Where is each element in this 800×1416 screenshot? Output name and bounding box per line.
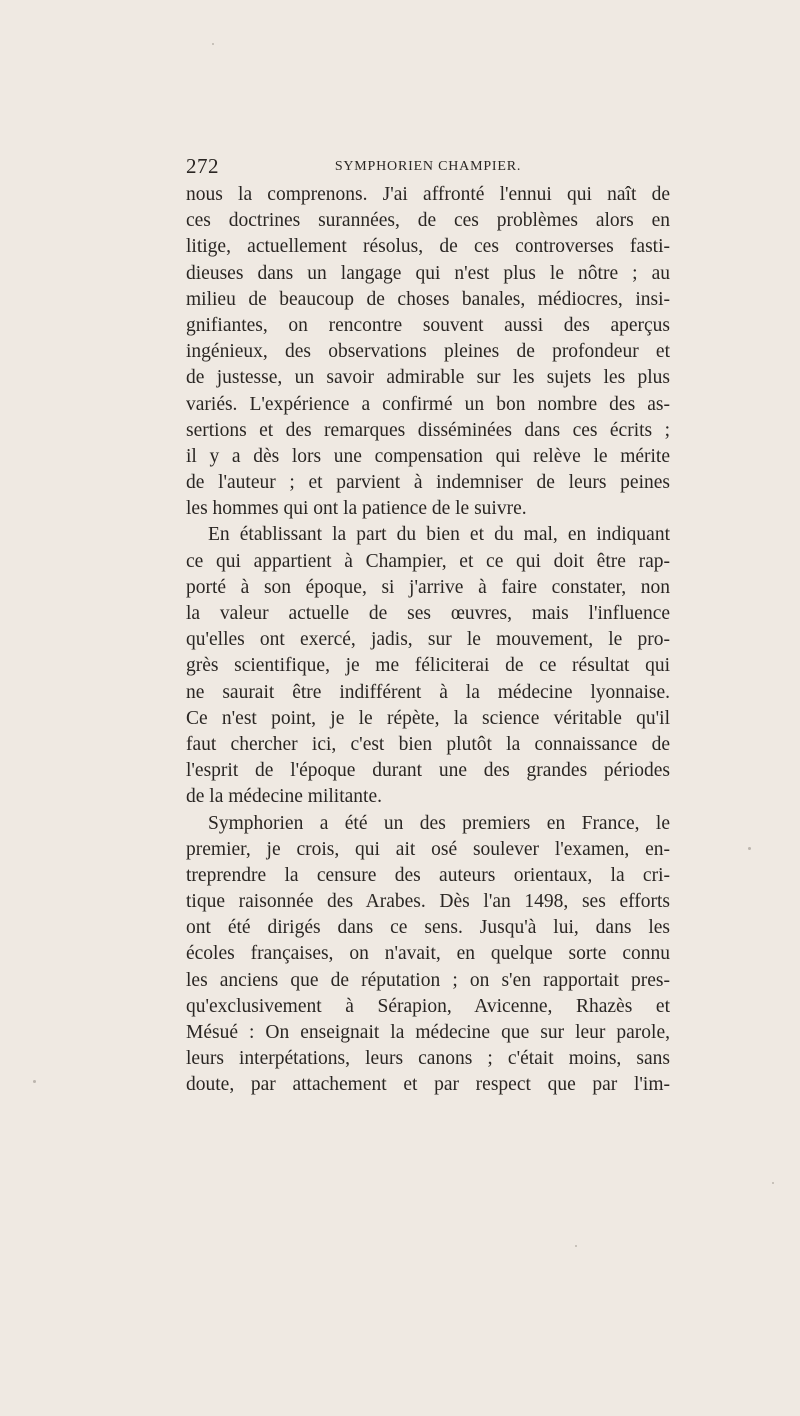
text-line: faut chercher ici, c'est bien plutôt la connaissance de: [186, 733, 670, 755]
text-line: sertions et des remarques disséminées dans ces écrits ;: [186, 419, 670, 441]
text-line: Ce n'est point, je le répète, la science véritable qu'il: [186, 707, 670, 729]
text-line: litige, actuellement résolus, de ces controverses fasti-: [186, 236, 670, 258]
text-line: Symphorien a été un des premiers en France, le: [208, 812, 670, 834]
paper-speck: [575, 1245, 577, 1247]
text-line: l'esprit de l'époque durant une des grandes périodes: [186, 760, 670, 782]
text-line: ne saurait être indifférent à la médecine lyonnaise.: [186, 681, 670, 703]
text-line: nous la comprenons. J'ai affronté l'ennui qui naît de: [186, 184, 670, 205]
text-line: les anciens que de réputation ; on s'en rapportait pres-: [186, 969, 670, 991]
text-line: dieuses dans un langage qui n'est plus le nôtre ; au: [186, 262, 670, 284]
text-line: milieu de beaucoup de choses banales, médiocres, insi-: [186, 288, 670, 310]
text-line: de l'auteur ; et parvient à indemniser de leurs peines: [186, 472, 670, 494]
paper-speck: [212, 43, 214, 45]
text-line: qu'elles ont exercé, jadis, sur le mouvement, le pro-: [186, 629, 670, 651]
text-line: écoles françaises, on n'avait, en quelque sorte connu: [186, 943, 670, 965]
text-line: qu'exclusivement à Sérapion, Avicenne, Rhazès et: [186, 995, 670, 1017]
body-text: [186, 182, 670, 1099]
paper-speck: [772, 1182, 774, 1184]
text-line: variés. L'expérience a confirmé un bon nombre des as-: [186, 393, 670, 415]
text-line: les hommes qui ont la patience de le suivre.: [186, 498, 527, 520]
paper-speck: [748, 847, 751, 850]
text-line: leurs interpétations, leurs canons ; c'était moins, sans: [186, 1048, 670, 1070]
text-line: la valeur actuelle de ses œuvres, mais l'influence: [186, 603, 670, 624]
paper-speck: [33, 1080, 36, 1083]
text-line: gnifiantes, on rencontre souvent aussi des aperçus: [186, 314, 670, 336]
paragraph-1: [186, 182, 670, 522]
text-line: Mésué : On enseignait la médecine que sur leur parole,: [186, 1022, 670, 1043]
page-header: [186, 154, 670, 182]
text-line: il y a dès lors une compensation qui relève le mérite: [186, 445, 670, 467]
text-line: En établissant la part du bien et du mal, en indiquant: [208, 524, 670, 546]
text-line: tique raisonnée des Arabes. Dès l'an 1498, ses efforts: [186, 891, 670, 913]
paragraph-3: [186, 811, 670, 1099]
text-line: de justesse, un savoir admirable sur les sujets les plus: [186, 367, 670, 389]
page-number: 272: [186, 154, 219, 178]
text-line: ce qui appartient à Champier, et ce qui doit être rap-: [186, 550, 670, 572]
text-line: treprendre la censure des auteurs orientaux, la cri-: [186, 864, 670, 886]
text-line: doute, par attachement et par respect que par l'im-: [186, 1074, 670, 1096]
text-line: grès scientifique, je me féliciterai de ce résultat qui: [186, 655, 670, 677]
text-line: de la médecine militante.: [186, 786, 382, 808]
text-line: ont été dirigés dans ce sens. Jusqu'à lui, dans les: [186, 917, 670, 939]
text-line: porté à son époque, si j'arrive à faire constater, non: [186, 576, 670, 598]
text-line: ingénieux, des observations pleines de profondeur et: [186, 341, 670, 363]
running-title: SYMPHORIEN CHAMPIER.: [334, 159, 522, 174]
paragraph-2: [186, 522, 670, 810]
text-line: ces doctrines surannées, de ces problèmes alors en: [186, 210, 670, 232]
text-line: premier, je crois, qui ait osé soulever l'examen, en-: [186, 838, 670, 860]
